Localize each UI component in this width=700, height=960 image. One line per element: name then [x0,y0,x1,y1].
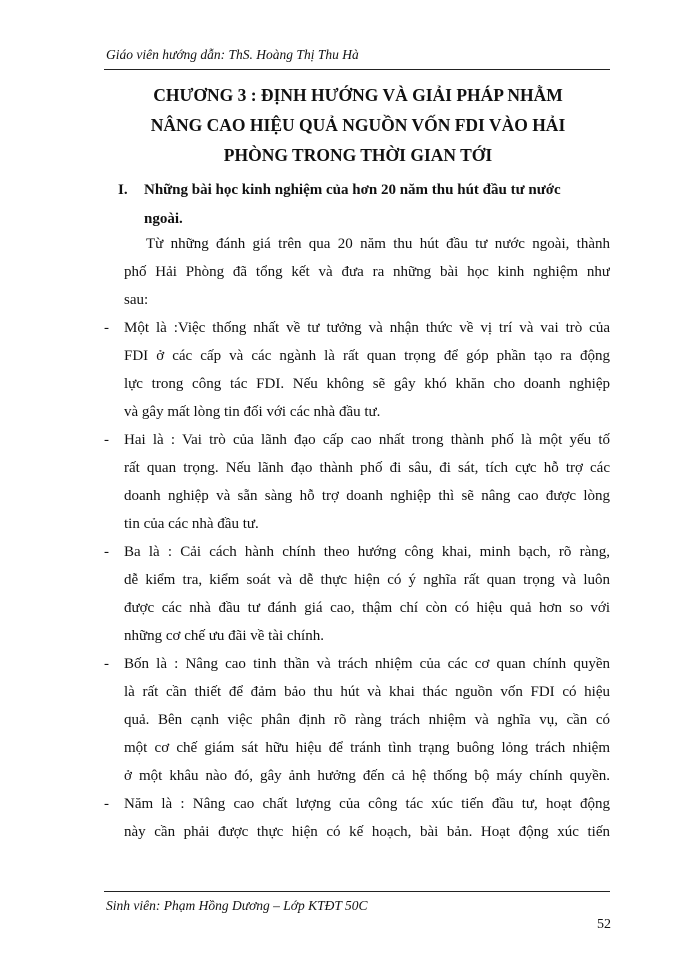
chapter-title-line: CHƯƠNG 3 : ĐỊNH HƯỚNG VÀ GIẢI PHÁP NHẰM [153,85,563,105]
bullet-line: những cơ chế ưu đãi về tài chính. [124,628,324,644]
bullet-marker: - [104,796,109,812]
bullet-line: rất quan trọng. Nếu lãnh đạo thành phố đi sâu, đi sát, tích cực hỗ trợ các [124,460,610,476]
bullet-line: là rất cần thiết để đảm bảo thu hút và khai thác nguồn vốn FDI có hiệu [124,684,610,700]
bullet-line: lực trong công tác FDI. Nếu không sẽ gây khó khăn cho doanh nghiệp [124,376,610,392]
bullet-marker: - [104,656,109,672]
bullet-line: dễ kiểm tra, kiểm soát và dễ thực hiện có ý nghĩa rất quan trọng và luôn [124,572,610,588]
intro-line: sau: [124,292,149,308]
section-number: I. [118,182,128,198]
bullet-line: Bốn là : Nâng cao tinh thần và trách nhiệm của các cơ quan chính quyền [124,656,610,672]
footer-divider [104,891,610,892]
chapter-title-line: PHÒNG TRONG THỜI GIAN TỚI [223,145,493,165]
bullet-line: FDI ở các cấp và các ngành là rất quan trọng để góp phần tạo ra động [124,348,610,364]
bullet-marker: - [104,544,109,560]
page-header: Giáo viên hướng dẫn: ThS. Hoàng Thị Thu Hà [106,47,359,62]
section-title-line: ngoài. [144,211,183,227]
chapter-title [118,80,598,170]
bullet-line: và gây mất lòng tin đối với các nhà đầu tư. [124,404,381,420]
intro-line: phố Hải Phòng đã tổng kết và đưa ra những bài học kinh nghiệm như [124,264,610,280]
bullet-line: một cơ chế giám sát hữu hiệu để tránh tình trạng buông lỏng trách nhiệm [124,740,610,756]
bullet-marker: - [104,432,109,448]
bullet-line: quả. Bên cạnh việc phân định rõ ràng trách nhiệm và nghĩa vụ, cần có [124,712,610,728]
page-footer: Sinh viên: Phạm Hồng Dương – Lớp KTĐT 50C [106,898,368,913]
bullet-line: được các nhà đầu tư đánh giá cao, thậm chí còn có hiệu quả hơn so với [124,600,610,616]
header-divider [104,69,610,70]
bullet-line: Ba là : Cải cách hành chính theo hướng công khai, minh bạch, rõ ràng, [124,544,610,560]
bullet-marker: - [104,320,109,336]
bullet-line: doanh nghiệp và sẵn sàng hỗ trợ doanh nghiệp thì sẽ nâng cao được lòng [124,488,610,504]
section-heading [118,176,610,234]
bullet-line: Một là :Việc thống nhất về tư tưởng và nhận thức về vị trí và vai trò của [124,320,610,336]
bullet-line: Hai là : Vai trò của lãnh đạo cấp cao nhất trong thành phố là một yếu tố [124,432,610,448]
intro-line: Từ những đánh giá trên qua 20 năm thu hút đầu tư nước ngoài, thành [146,236,610,252]
bullet-line: ở một khâu nào đó, gây ảnh hưởng đến cả hệ thống bộ máy chính quyền. [124,768,610,784]
chapter-title-line: NÂNG CAO HIỆU QUẢ NGUỒN VỐN FDI VÀO HẢI [150,115,566,135]
bullet-line: này cần phải được thực hiện có kế hoạch, bài bản. Hoạt động xúc tiến [124,824,610,840]
bullet-line: tin của các nhà đầu tư. [124,516,259,532]
section-title-line: Những bài học kinh nghiệm của hơn 20 năm thu hút đầu tư nước [144,182,561,198]
bullet-line: Năm là : Nâng cao chất lượng của công tác xúc tiến đầu tư, hoạt động [124,796,610,812]
page-number: 52 [597,917,611,932]
